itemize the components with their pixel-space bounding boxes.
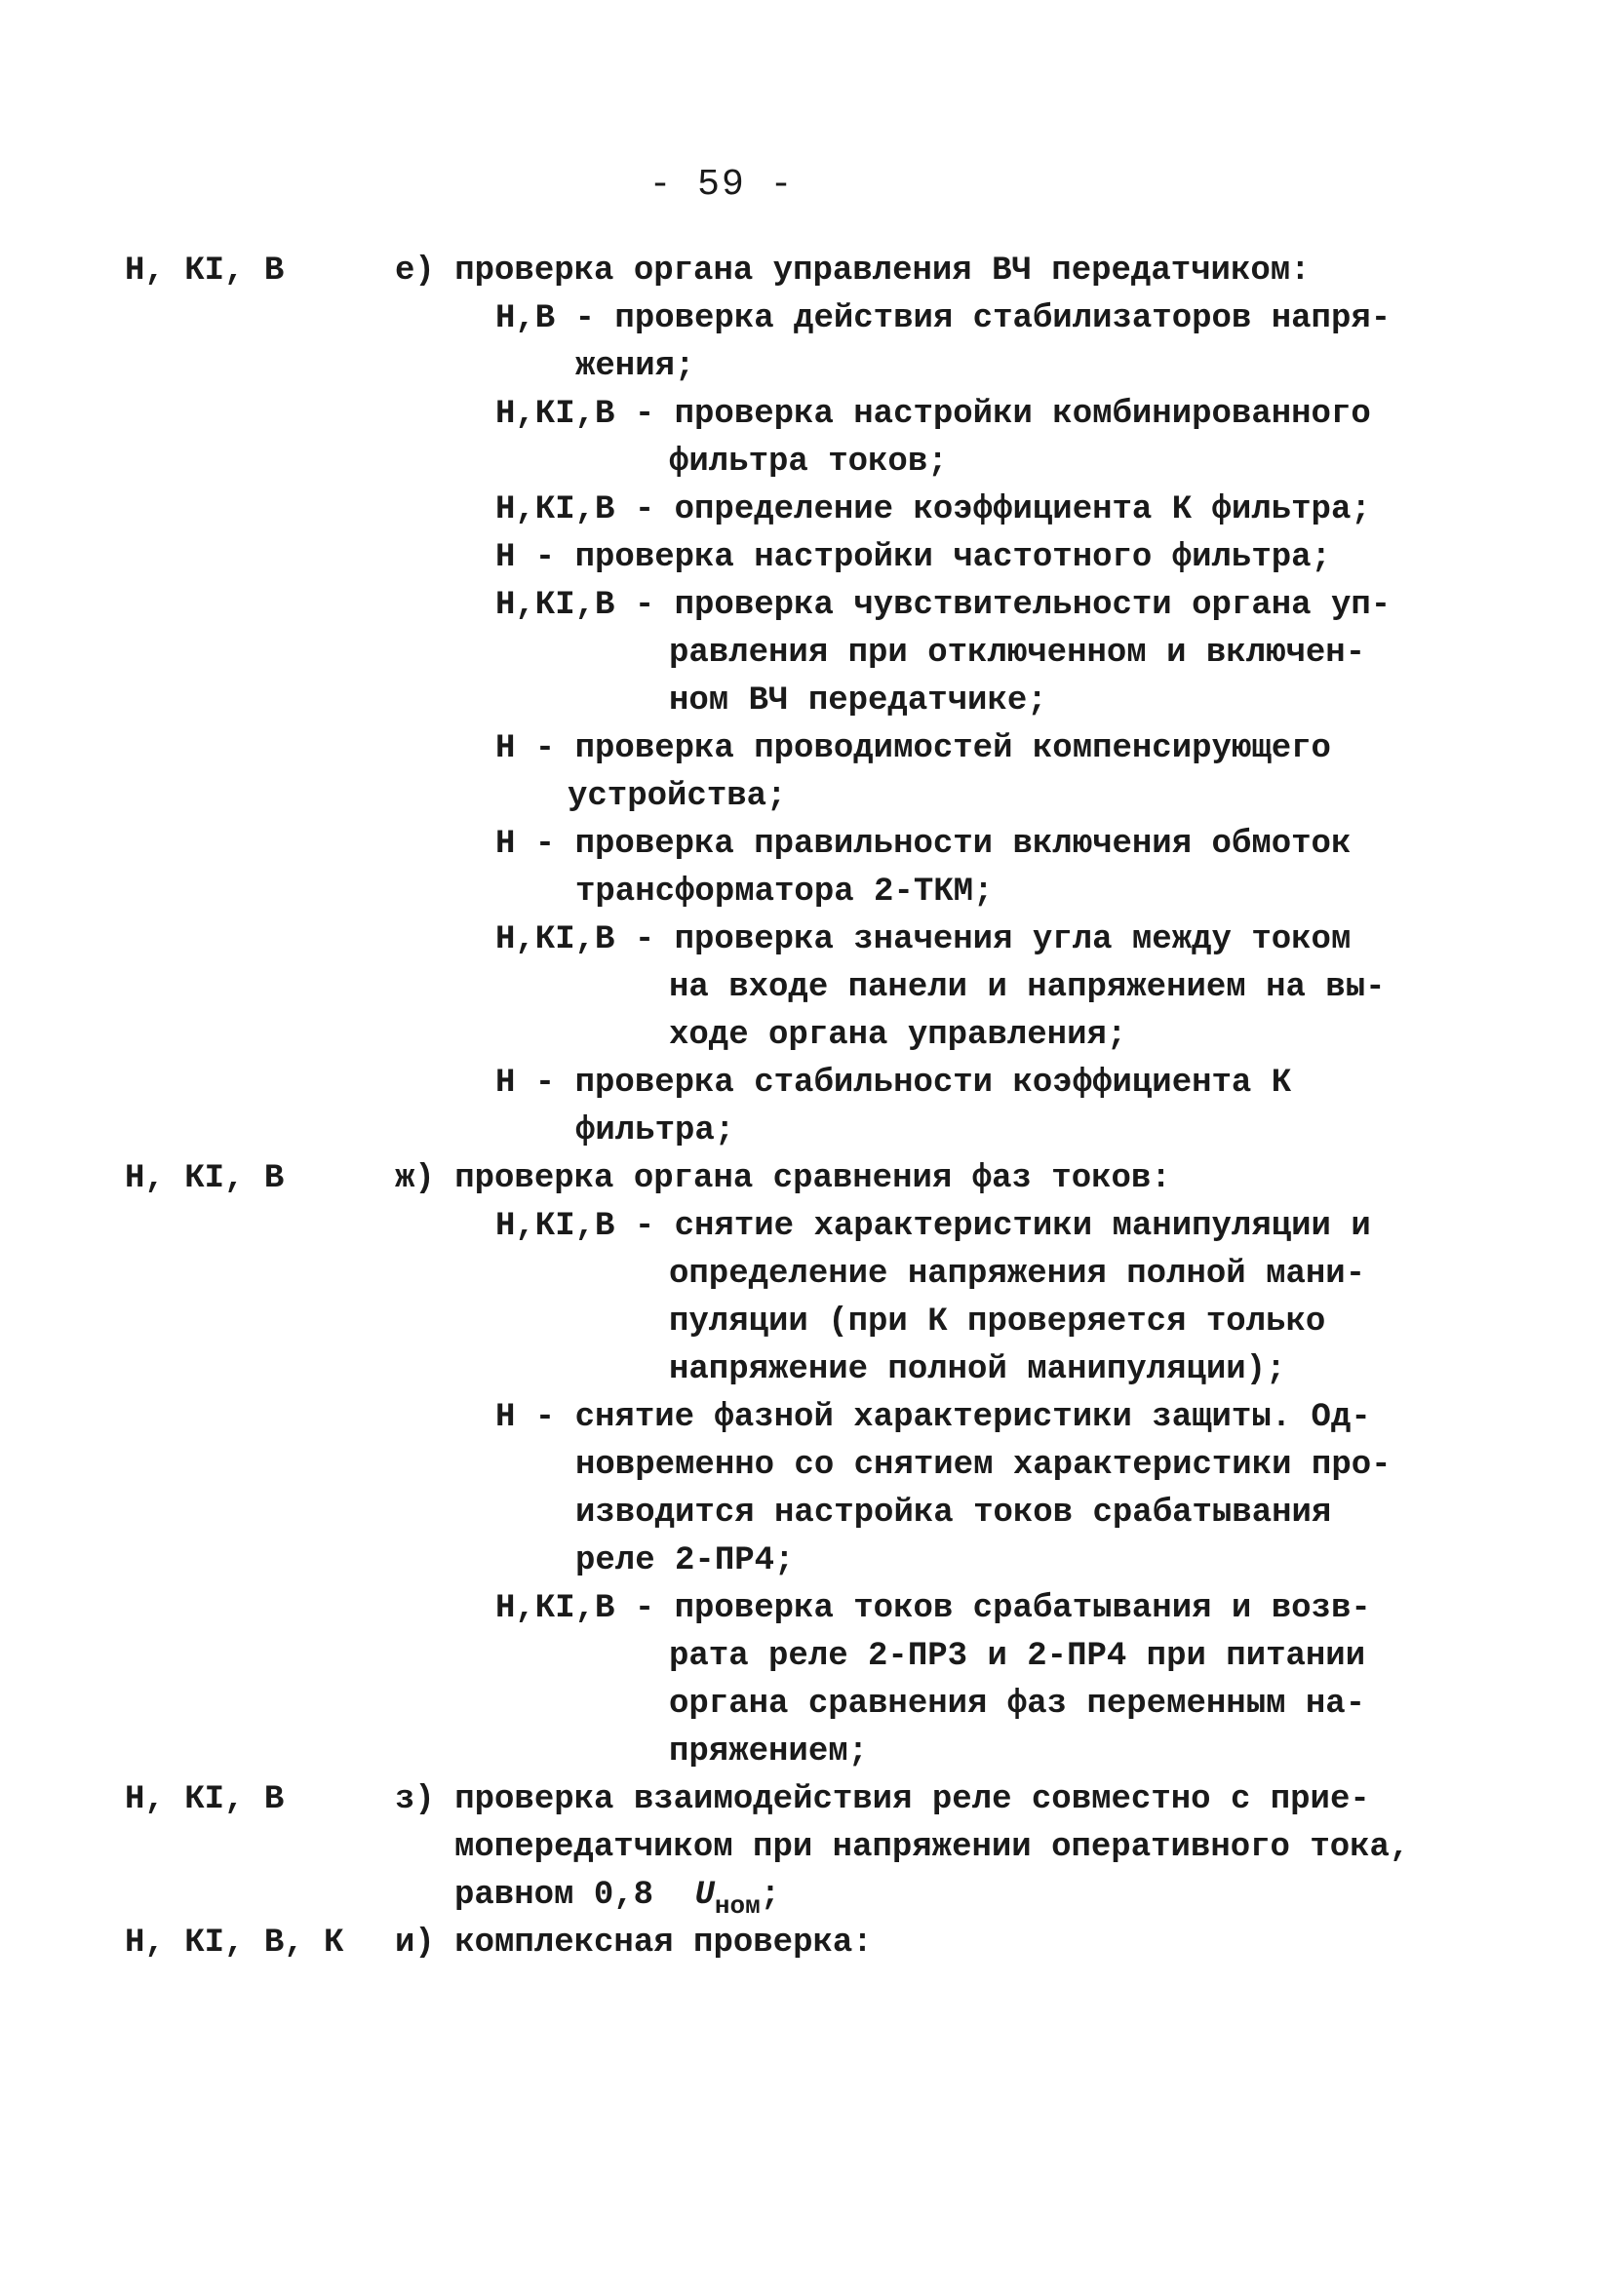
text-line: мопередатчиком при напряжении оперативного тока, <box>454 1829 1410 1866</box>
section-zh-code: Н, КI, В <box>125 1160 285 1197</box>
section-i-code: Н, КI, В, К <box>125 1925 344 1962</box>
text-line: пряжением; <box>669 1733 869 1771</box>
text-line: фильтра токов; <box>669 444 948 481</box>
text-line: жения; <box>575 348 695 385</box>
text-line: Н,КI,В - снятие характеристики манипуляции и <box>495 1208 1371 1245</box>
text-fragment: ; <box>760 1877 781 1914</box>
formula-symbol: U <box>694 1877 715 1914</box>
section-e-heading: е) проверка органа управления ВЧ передатчиком: <box>395 253 1311 290</box>
section-z-heading: з) проверка взаимодействия реле совместно с прие- <box>395 1781 1370 1818</box>
text-line: Н,В - проверка действия стабилизаторов напря- <box>495 300 1392 337</box>
text-line: фильтра; <box>575 1112 735 1149</box>
text-line: трансформатора 2-ТКМ; <box>575 874 994 911</box>
text-line: Н - проверка проводимостей компенсирующего <box>495 730 1331 767</box>
text-line: устройства; <box>568 778 787 815</box>
text-line: ном ВЧ передатчике; <box>669 682 1047 720</box>
text-line: Н - снятие фазной характеристики защиты. Од- <box>495 1399 1371 1436</box>
formula-subscript: ном <box>714 1891 761 1921</box>
text-line: Н - проверка настройки частотного фильтра; <box>495 539 1331 576</box>
section-e-code: Н, КI, В <box>125 253 285 290</box>
text-line: равления при отключенном и включен- <box>669 635 1366 672</box>
text-line: Н,КI,В - определение коэффициента К фильтра; <box>495 491 1371 528</box>
section-i-heading: и) комплексная проверка: <box>395 1925 873 1962</box>
text-line: органа сравнения фаз переменным на- <box>669 1686 1366 1723</box>
text-line: рата реле 2-ПР3 и 2-ПР4 при питании <box>669 1638 1366 1675</box>
text-line: Н,КI,В - проверка чувствительности органа уп- <box>495 587 1392 624</box>
text-line: изводится настройка токов срабатывания <box>575 1495 1332 1532</box>
text-line: Н,КI,В - проверка значения угла между током <box>495 921 1352 958</box>
text-line: Н,КI,В - проверка настройки комбинированного <box>495 396 1371 433</box>
section-z-code: Н, КI, В <box>125 1781 285 1818</box>
text-line: новременно со снятием характеристики про- <box>575 1447 1392 1484</box>
section-zh-heading: ж) проверка органа сравнения фаз токов: <box>395 1160 1171 1197</box>
text-line: напряжение полной манипуляции); <box>669 1351 1286 1388</box>
text-line: на входе панели и напряжением на вы- <box>669 969 1386 1006</box>
text-fragment: равном 0,8 <box>454 1877 654 1914</box>
text-line: определение напряжения полной мани- <box>669 1256 1366 1293</box>
text-line: Н - проверка правильности включения обмоток <box>495 826 1352 863</box>
text-line: Н,КI,В - проверка токов срабатывания и возв- <box>495 1590 1371 1627</box>
formula-line <box>454 1876 781 1921</box>
text-line: реле 2-ПР4; <box>575 1542 795 1579</box>
page-number: - 59 - <box>648 164 795 206</box>
text-line: Н - проверка стабильности коэффициента К <box>495 1065 1292 1102</box>
text-line: пуляции (при К проверяется только <box>669 1304 1326 1341</box>
text-line: ходе органа управления; <box>669 1017 1127 1054</box>
